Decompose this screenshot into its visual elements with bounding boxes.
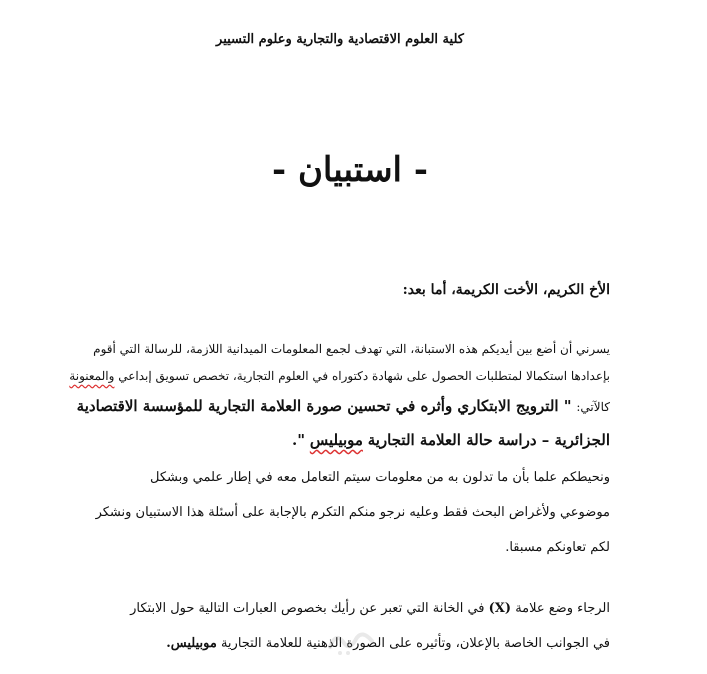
greeting: الأخ الكريم، الأخت الكريمة، أما بعد: xyxy=(402,282,610,298)
watermark-logo-icon xyxy=(322,621,382,661)
instruction-rest: في الخانة التي تعبر عن رأيك بخصوص العبارات التالية حول الابتكار xyxy=(130,601,485,616)
intro-line-2-text: بإعدادها استكمالا لمتطلبات الحصول على شهادة دكتوراه في العلوم التجارية، تخصص تسويق إبداعي xyxy=(118,369,610,383)
thesis-title-part-2: الجزائرية – دراسة حالة العلامة التجارية xyxy=(367,431,610,449)
intro-line-2-underlined: والمعنونة xyxy=(69,369,115,383)
mark-symbol: (X) xyxy=(488,601,512,616)
instruction-lead: الرجاء وضع علامة xyxy=(515,601,610,616)
intro-line-2 xyxy=(69,369,610,383)
brand-name: موبيليس xyxy=(309,431,363,449)
instruction-line-2 xyxy=(166,636,610,651)
confidentiality-line-2: موضوعي ولأغراض البحث فقط وعليه نرجو منكم التكرم بالإجابة على أسئلة هذا الاستبيان ونشكر xyxy=(95,505,610,520)
thesis-title-line-2 xyxy=(292,431,610,449)
thesis-title-part-1: " الترويج الابتكاري وأثره في تحسين صورة العلامة التجارية للمؤسسة الاقتصادية xyxy=(76,397,572,415)
thesis-title-close: ". xyxy=(292,431,306,449)
faculty-header: كلية العلوم الاقتصادية والتجارية وعلوم التسيير xyxy=(216,32,464,47)
confidentiality-line-1: ونحيطكم علما بأن ما تدلون به من معلومات سيتم التعامل معه في إطار علمي وبشكل xyxy=(150,470,610,485)
instruction-brand: موبيليس. xyxy=(166,636,217,651)
thesis-title-line-1 xyxy=(77,397,610,415)
instruction-line-2-text: في الجوانب الخاصة بالإعلان، وتأثيره على الصورة الذهنية للعلامة التجارية xyxy=(220,636,610,651)
thesis-lead: كالآتي: xyxy=(576,400,610,414)
intro-line-1: يسرني أن أضع بين أيديكم هذه الاستبانة، التي تهدف لجمع المعلومات الميدانية اللازمة، للرسالة التي أقوم xyxy=(93,342,610,356)
instruction-line-1 xyxy=(130,601,610,616)
document-title: - استبيان - xyxy=(272,150,428,190)
confidentiality-line-3: لكم تعاونكم مسبقا. xyxy=(505,540,610,555)
